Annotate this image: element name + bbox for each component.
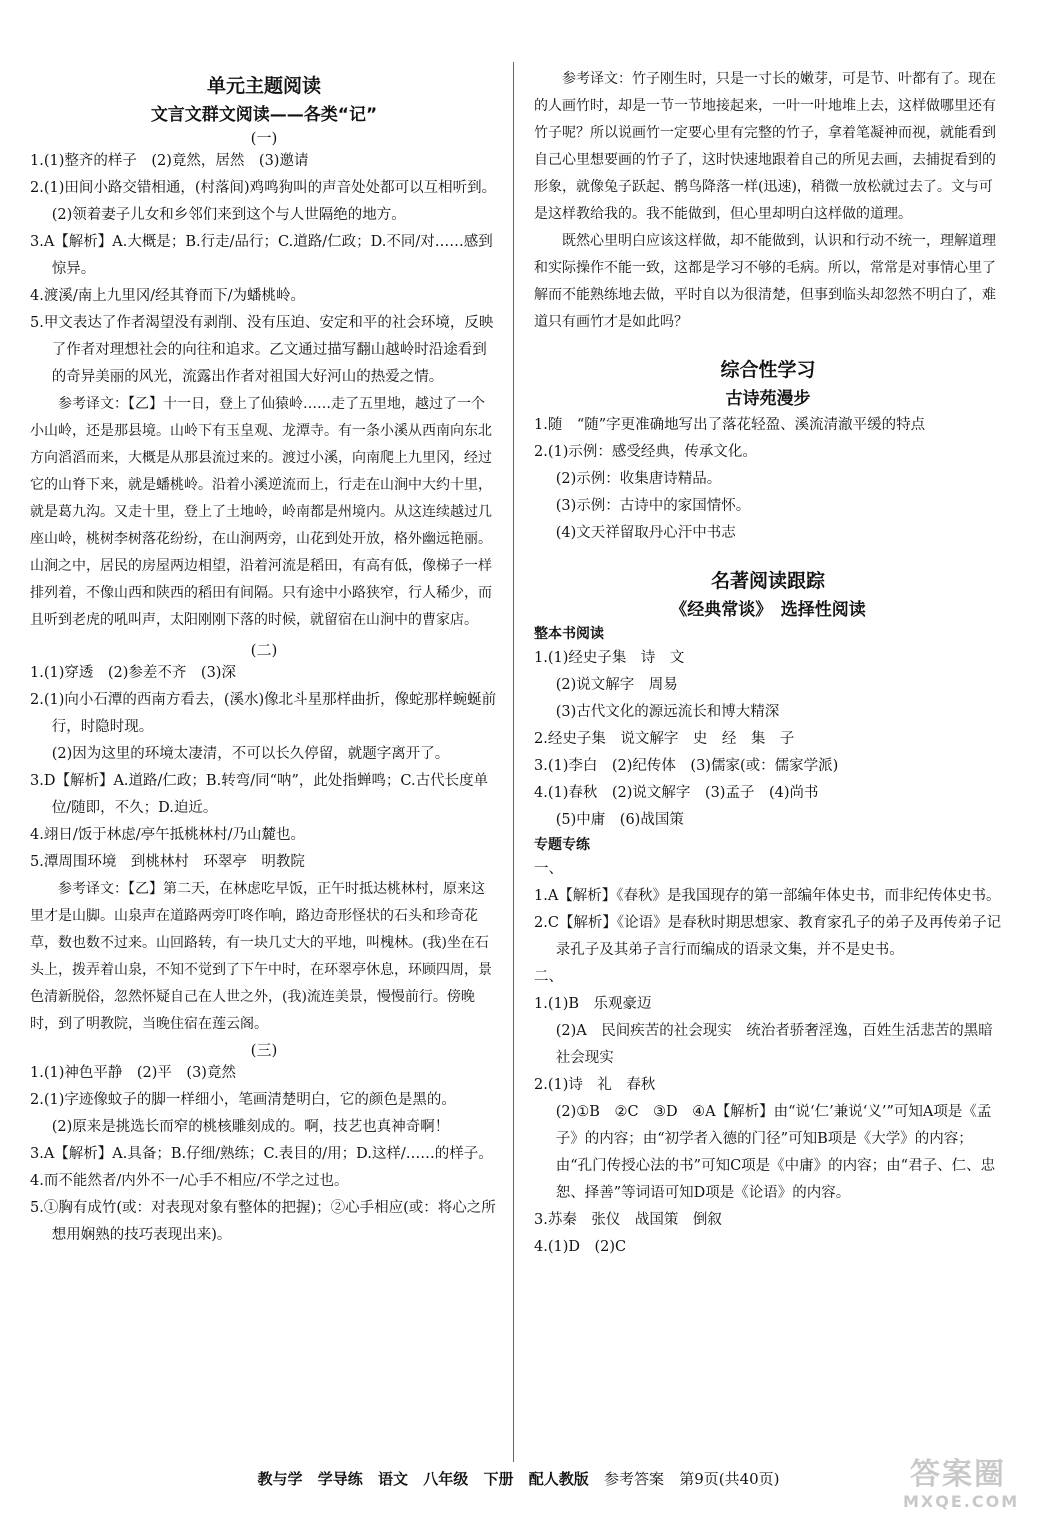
answer-item: (2)说文解字 周易 — [555, 677, 678, 693]
footer-item: 下册 — [483, 1470, 514, 1488]
answer-item: 3.A【解析】A.具备；B.仔细/熟练；C.表目的/用；D.这样/……的样子。 — [30, 1146, 493, 1162]
answer-item: (2)原来是挑选长而窄的桃核雕刻成的。啊，技艺也真神奇啊！ — [51, 1119, 450, 1135]
translation-2: 参考译文：【乙】第二天，在林虑吃早饭，正午时抵达桃林村，原来这里才是山脚。山泉声在道路两旁叮咚作响，路边奇形怪状的石头和珍奇花草，数也数不过来。山回路转，有一块几丈大的平地，叫槐林。(我)坐在石头上，拨弄着山泉，不知不觉到了下午中时，在环翠亭休息，环顾四周，景色清新脱俗，忽然怀疑自己在人世之外，(我)流连美景，慢慢前行。傍晚时，到了明教院，当晚住宿在莲云阁。 — [30, 881, 492, 1032]
answer-item: 4.(1)春秋 (2)说文解字 (3)孟子 (4)尚书 — [534, 785, 819, 801]
answer-item: (3)示例：古诗中的家国情怀。 — [555, 498, 751, 514]
answer-item: 2.C【解析】《论语》是春秋时期思想家、教育家孔子的弟子及再传弟子记录孔子及其弟子言行而编成的语录文集，并不是史书。 — [534, 915, 1002, 958]
answer-item: (2)领着妻子儿女和乡邻们来到这个与人世隔绝的地方。 — [51, 207, 406, 223]
answer-item: 5.潭周围环境 到桃林村 环翠亭 明教院 — [30, 854, 305, 870]
section-title: 文言文群文阅读——各类“记” — [150, 105, 378, 125]
answer-item: 4.而不能然者/内外不一/心手不相应/不学之过也。 — [30, 1173, 349, 1189]
answer-item: 2.经史子集 说文解字 史 经 集 子 — [534, 731, 795, 747]
answer-item: (2)示例：收集唐诗精品。 — [555, 471, 722, 487]
answer-item: (4)文天祥留取丹心汗中书志 — [555, 525, 736, 541]
whole-book-heading: 整本书阅读 — [534, 626, 604, 642]
answer-item: 3.A【解析】A.大概是；B.行走/品行；C.道路/仁政；D.不同/对……感到惊异。 — [30, 234, 493, 277]
answer-item: (5)中庸 (6)战国策 — [555, 812, 684, 828]
right-column — [534, 66, 1002, 1261]
comprehensive-title: 综合性学习 — [720, 359, 816, 381]
left-column — [30, 66, 498, 1249]
translation-3b: 既然心里明白应该这样做，却不能做到，认识和行动不统一，理解道理和实际操作不能一致，这都是学习不够的毛病。所以，常常是对事情心里了解而不能熟练地去做，平时自以为很清楚，但事到临头却忽然不明白了，难道只有画竹才是如此吗？ — [534, 233, 996, 330]
footer-item: 语文 — [377, 1470, 408, 1488]
poetry-title: 古诗苑漫步 — [725, 389, 811, 409]
answer-item: (3)古代文化的源远流长和博大精深 — [555, 704, 780, 720]
answer-item: 2.(1)诗 礼 春秋 — [534, 1077, 656, 1093]
topic-practice-heading: 专题专练 — [534, 837, 590, 853]
watermark-text: 答案圈 — [910, 1457, 1006, 1492]
page-footer — [0, 1468, 1037, 1489]
footer-item: 配人教版 — [528, 1470, 589, 1488]
answer-item: 1.(1)经史子集 诗 文 — [534, 650, 685, 666]
unit-title: 单元主题阅读 — [206, 75, 321, 97]
answer-item: 4.渡溪/南上九里冈/经其脊而下/为蟠桃岭。 — [30, 288, 305, 304]
answer-item: 1.(1)神色平静 (2)平 (3)竟然 — [30, 1065, 236, 1081]
subsection-2: (二) — [250, 641, 278, 659]
classics-title: 名著阅读跟踪 — [710, 570, 825, 592]
answer-item: 3.D【解析】A.道路/仁政；B.转弯/同“呐”，此处指蝉鸣；C.古代长度单位/随即，不久；D.迫近。 — [30, 773, 489, 816]
footer-item: 学导练 — [317, 1470, 363, 1488]
part-two-label: 二、 — [534, 969, 563, 985]
answer-item: (2)A 民间疾苦的社会现实 统治者骄奢淫逸，百姓生活悲苦的黑暗社会现实 — [555, 1023, 993, 1066]
footer-item: 八年级 — [423, 1470, 469, 1488]
answer-item: 2.(1)字迹像蚊子的脚一样细小，笔画清楚明白，它的颜色是黑的。 — [30, 1092, 456, 1108]
answer-item: 3.(1)李白 (2)纪传体 (3)儒家(或：儒家学派) — [534, 758, 839, 774]
answer-item: 1.(1)B 乐观豪迈 — [534, 996, 652, 1012]
footer-answer-label: 参考答案 — [603, 1470, 664, 1488]
answer-item: 2.(1)向小石潭的西南方看去，(溪水)像北斗星那样曲折，像蛇那样蜿蜒前行，时隐时现。 — [30, 692, 497, 735]
answer-item: 2.(1)田间小路交错相通，(村落间)鸡鸣狗叫的声音处处都可以互相听到。 — [30, 180, 497, 196]
answer-item: (2)因为这里的环境太凄清，不可以长久停留，就题字离开了。 — [51, 746, 450, 762]
translation-1: 参考译文：【乙】十一日，登上了仙猿岭……走了五里地，越过了一个小山岭，还是那县境。山岭下有玉皇观、龙潭寺。有一条小溪从西南向东北方向滔滔而来，大概是从那县流过来的。渡过小溪，向南爬上九里冈，经过它的山脊下来，就是蟠桃岭。沿着小溪逆流而上，行走在山涧中大约十里，就是葛九沟。又走十里，登上了土地岭，岭南都是州境内。从这连续越过几座山岭，桃树李树落花纷纷，在山涧两旁，山花到处开放，格外幽远艳丽。山涧之中，居民的房屋两边相望，沿着河流是稻田，有高有低，像梯子一样排列着，不像山西和陕西的稻田有间隔。只有途中小路狭窄，行人稀少，而且听到老虎的吼叫声，太阳刚刚下落的时候，就留宿在山涧中的曹家店。 — [30, 396, 492, 628]
answer-item: 5.甲文表达了作者渴望没有剥削、没有压迫、安定和平的社会环境，反映了作者对理想社会的向往和追求。乙文通过描写翻山越岭时沿途看到的奇异美丽的风光，流露出作者对祖国大好河山的热爱之情。 — [30, 315, 494, 385]
subsection-3: (三) — [250, 1041, 278, 1059]
answer-item: 2.(1)示例：感受经典，传承文化。 — [534, 444, 757, 460]
subsection-1: (一) — [250, 129, 278, 147]
answer-item: 3.苏秦 张仪 战国策 倒叙 — [534, 1212, 722, 1228]
translation-3a: 参考译文：竹子刚生时，只是一寸长的嫩芽，可是节、叶都有了。现在的人画竹时，却是一节一节地接起来，一叶一叶地堆上去，这样做哪里还有竹子呢？所以说画竹一定要心里有完整的竹子，拿着笔凝神而视，就能看到自己心里想要画的竹子了，这时快速地跟着自己的所见去画，去捕捉看到的形象，就像兔子跃起、鹘鸟降落一样(迅速)，稍微一放松就过去了。文与可是这样教给我的。我不能做到，但心里却明白这样做的道理。 — [534, 71, 996, 222]
watermark-logo — [903, 1457, 1020, 1518]
answer-item: 1.(1)整齐的样子 (2)竟然，居然 (3)邀请 — [30, 153, 309, 169]
answer-item: 1.(1)穿透 (2)参差不齐 (3)深 — [30, 665, 236, 681]
answer-item: 4.翊日/饭于林虑/亭午抵桃林村/乃山麓也。 — [30, 827, 305, 843]
footer-item: 教与学 — [257, 1470, 303, 1488]
page-number: 第9页(共40页) — [679, 1470, 780, 1488]
answer-item: (2)①B ②C ③D ④A【解析】由“说‘仁’兼说‘义’”可知A项是《孟子》的内容；由“初学者入德的门径”可知B项是《大学》的内容；由“孔门传授心法的书”可知C项是《中庸》的内容；由“君子、仁、忠恕、择善”等词语可知D项是《论语》的内容。 — [555, 1104, 996, 1201]
answer-item: 4.(1)D (2)C — [534, 1239, 627, 1255]
book-title: 《经典常谈》 选择性阅读 — [670, 600, 866, 620]
watermark-url: MXQE.COM — [903, 1492, 1020, 1511]
answer-item: 5.①胸有成竹(或：对表现对象有整体的把握)；②心手相应(或：将心之所想用娴熟的技巧表现出来)。 — [30, 1200, 496, 1243]
answer-item: 1.随 “随”字更准确地写出了落花轻盈、溪流清澈平缓的特点 — [534, 417, 926, 433]
column-divider — [513, 62, 514, 1462]
part-one-label: 一、 — [534, 861, 563, 877]
answer-item: 1.A【解析】《春秋》是我国现存的第一部编年体史书，而非纪传体史书。 — [534, 888, 1001, 904]
